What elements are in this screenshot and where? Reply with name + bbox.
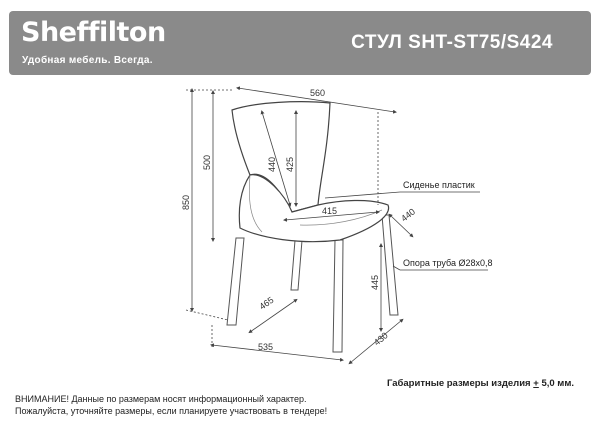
- tolerance-value: 5,0 мм.: [541, 378, 574, 389]
- warning-line-2: Пожалуйста, уточняйте размеры, если планируете участвовать в тендере!: [15, 406, 328, 416]
- warning-line-1: ВНИМАНИЕ! Данные по размерам носят информационный характер.: [15, 394, 307, 404]
- callout-legs: Опора труба Ø28х0,8: [403, 258, 493, 268]
- brand-tagline: Удобная мебель. Всегда.: [22, 55, 153, 66]
- dim-back-height: 500: [202, 154, 212, 170]
- dim-top-width: 560: [310, 88, 326, 98]
- callout-seat: Сиденье пластик: [403, 180, 475, 190]
- dim-leg-span: 465: [257, 294, 276, 312]
- dim-base-width: 535: [258, 342, 274, 352]
- dim-seat-depth: 415: [322, 206, 338, 216]
- product-title: СТУЛ SHT-ST75/S424: [351, 32, 553, 53]
- dim-seat-width: 440: [399, 206, 418, 224]
- tolerance-note: [387, 378, 574, 389]
- dim-back-inner: 425: [285, 156, 295, 172]
- chair-shell: [232, 102, 389, 242]
- tolerance-prefix: Габаритные размеры изделия: [386, 378, 534, 389]
- dim-seat-height: 445: [370, 274, 380, 290]
- brand-logo: Sheffilton: [21, 17, 166, 48]
- dim-total-height: 850: [181, 194, 191, 210]
- plus-minus-icon: +: [533, 378, 539, 389]
- dim-base-depth: 430: [371, 330, 390, 348]
- dim-back-diag: 440: [267, 156, 277, 172]
- leg-front-left: [227, 238, 244, 325]
- leg-back-right: [382, 215, 398, 315]
- leg-front-right: [333, 240, 343, 352]
